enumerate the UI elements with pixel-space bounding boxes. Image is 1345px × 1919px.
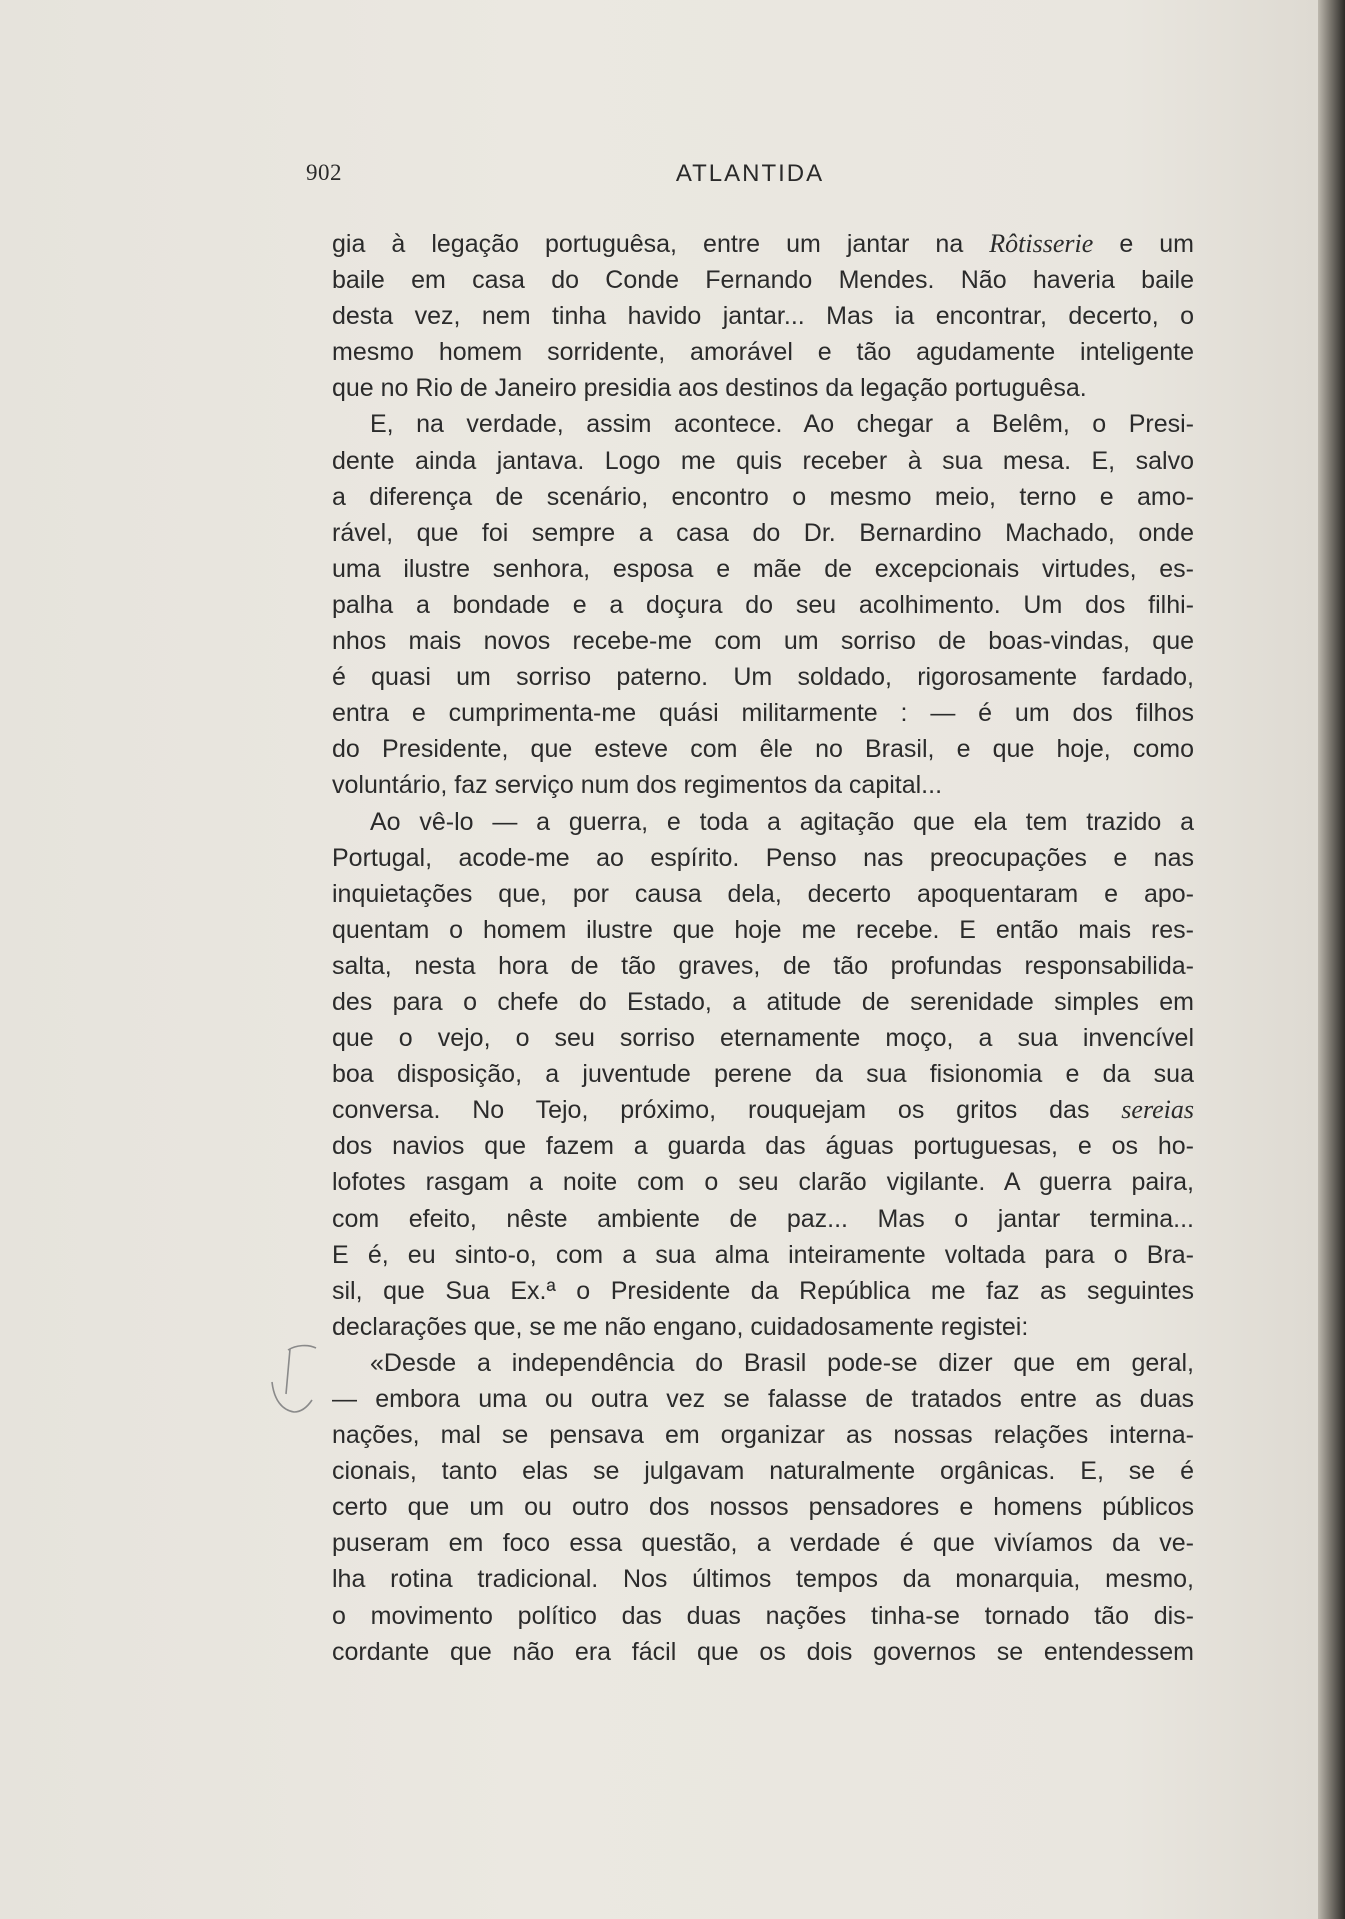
- text-line: o movimento político das duas nações tinha-se tornado tão dis-: [332, 1601, 1194, 1630]
- text-line: baile em casa do Conde Fernando Mendes. Não haveria baile: [332, 266, 1194, 295]
- binding-shadow: [1318, 0, 1345, 1919]
- text-line: certo que um ou outro dos nossos pensadores e homens públicos: [332, 1493, 1194, 1522]
- text-line: lofotes rasgam a noite com o seu clarão vigilante. A guerra paira,: [332, 1168, 1194, 1197]
- text-line: E é, eu sinto-o, com a sua alma inteiramente voltada para o Bra-: [332, 1240, 1194, 1269]
- text-line: inquietações que, por causa dela, decerto apoquentaram e apo-: [332, 879, 1194, 908]
- text-line: boa disposição, a juventude perene da sua fisionomia e da sua: [332, 1060, 1194, 1089]
- text-line: declarações que, se me não engano, cuidadosamente registei:: [332, 1312, 1029, 1341]
- text-line: gia à legação portuguêsa, entre um jantar na Rôtisserie e um: [332, 229, 1194, 258]
- text-line: uma ilustre senhora, esposa e mãe de excepcionais virtudes, es-: [332, 554, 1194, 583]
- pencil-margin-mark: [262, 1342, 326, 1418]
- text-line: «Desde a independência do Brasil pode-se dizer que em geral,: [370, 1348, 1194, 1377]
- text-line: do Presidente, que esteve com êle no Brasil, e que hoje, como: [332, 735, 1194, 764]
- text-line: nhos mais novos recebe-me com um sorriso de boas-vindas, que: [332, 627, 1194, 656]
- text-line: salta, nesta hora de tão graves, de tão profundas responsabilida-: [332, 951, 1194, 980]
- text-line: cordante que não era fácil que os dois governos se entendessem: [332, 1637, 1194, 1666]
- text-line: lha rotina tradicional. Nos últimos tempos da monarquia, mesmo,: [332, 1565, 1194, 1594]
- text-line: Portugal, acode-me ao espírito. Penso nas preocupações e nas: [332, 843, 1194, 872]
- body-text: [332, 226, 1194, 1670]
- text-line: rável, que foi sempre a casa do Dr. Bernardino Machado, onde: [332, 518, 1194, 547]
- text-line: mesmo homem sorridente, amorável e tão agudamente inteligente: [332, 338, 1194, 367]
- text-line: conversa. No Tejo, próximo, rouquejam os gritos das sereias: [332, 1095, 1194, 1125]
- text-line: quentam o homem ilustre que hoje me recebe. E então mais res-: [332, 915, 1194, 944]
- text-line: que no Rio de Janeiro presidia aos destinos da legação portuguêsa.: [332, 374, 1087, 403]
- text-line: palha a bondade e a doçura do seu acolhimento. Um dos filhi-: [332, 590, 1194, 619]
- page-number: 902: [306, 160, 342, 185]
- text-line: com efeito, nêste ambiente de paz... Mas o jantar termina...: [332, 1204, 1194, 1233]
- text-line: que o vejo, o seu sorriso eternamente moço, a sua invencível: [332, 1024, 1194, 1053]
- text-line: sil, que Sua Ex.ª o Presidente da República me faz as seguintes: [332, 1276, 1194, 1305]
- text-line: des para o chefe do Estado, a atitude de serenidade simples em: [332, 987, 1194, 1016]
- text-line: é quasi um sorriso paterno. Um soldado, rigorosamente fardado,: [332, 663, 1194, 692]
- journal-title: ATLANTIDA: [675, 160, 825, 187]
- running-head: [306, 160, 1194, 194]
- text-line: cionais, tanto elas se julgavam naturalmente orgânicas. E, se é: [332, 1457, 1194, 1486]
- text-line: Ao vê-lo — a guerra, e toda a agitação que ela tem trazido a: [370, 807, 1194, 836]
- text-line: dos navios que fazem a guarda das águas portuguesas, e os ho-: [332, 1132, 1194, 1161]
- text-line: — embora uma ou outra vez se falasse de tratados entre as duas: [332, 1385, 1194, 1413]
- text-line: entra e cumprimenta-me quási militarmente : — é um dos filhos: [332, 699, 1194, 728]
- text-line: E, na verdade, assim acontece. Ao chegar a Belêm, o Presi-: [370, 410, 1194, 439]
- text-line: nações, mal se pensava em organizar as nossas relações interna-: [332, 1421, 1194, 1450]
- text-line: puseram em foco essa questão, a verdade é que vivíamos da ve-: [332, 1529, 1194, 1558]
- text-line: dente ainda jantava. Logo me quis receber à sua mesa. E, salvo: [332, 446, 1194, 475]
- text-line: voluntário, faz serviço num dos regimentos da capital...: [332, 771, 943, 800]
- text-line: a diferença de scenário, encontro o mesmo meio, terno e amo-: [332, 482, 1194, 511]
- text-line: desta vez, nem tinha havido jantar... Mas ia encontrar, decerto, o: [332, 302, 1194, 331]
